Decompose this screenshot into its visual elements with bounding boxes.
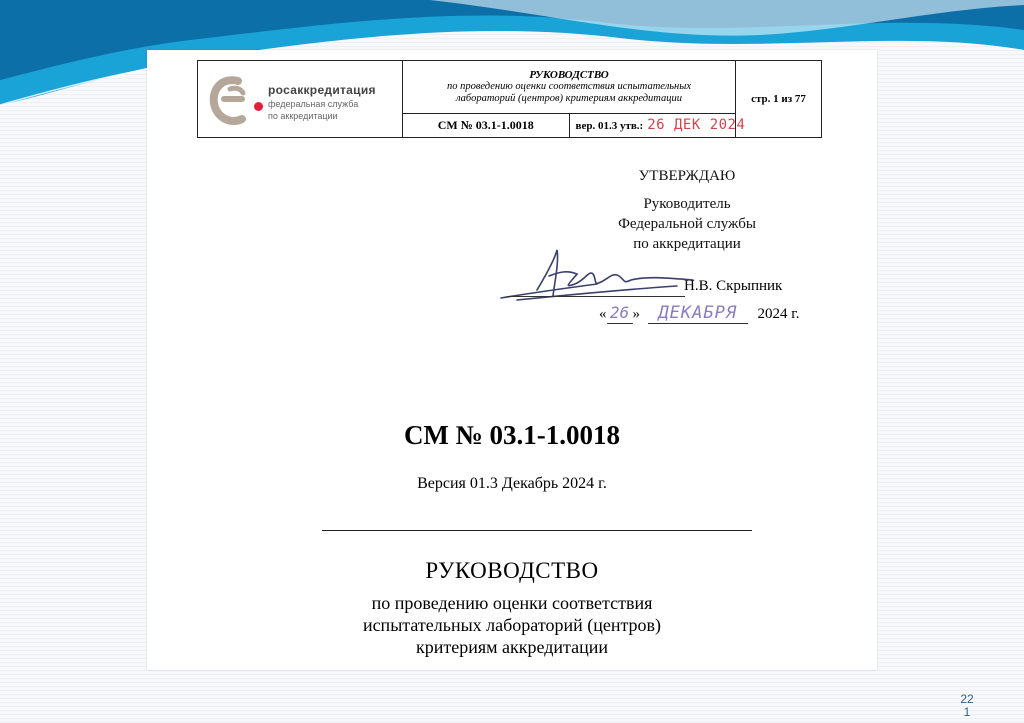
signer-name: Н.В. Скрыпник	[684, 278, 783, 294]
signature-line	[507, 296, 685, 297]
approver-title-line3: по аккредитации	[633, 236, 741, 252]
logo-red-dot	[254, 102, 263, 111]
logo-text	[268, 83, 376, 121]
slide-number-line1: 22	[960, 692, 974, 706]
document-title: РУКОВОДСТВО	[425, 558, 599, 583]
separator-rule	[322, 530, 752, 531]
logo-cell	[198, 61, 403, 138]
document-page	[147, 50, 877, 670]
org-name: росаккредитация	[268, 83, 376, 97]
approver-title-line2: Федеральной службы	[618, 216, 756, 232]
header-doc-desc-line1: по проведению оценки соответствия испытательных	[446, 80, 692, 92]
version-label: вер. 01.3 утв.:	[575, 120, 644, 133]
date-open-quote: «	[599, 306, 607, 322]
document-header-table	[197, 60, 822, 138]
date-close-quote: »	[632, 306, 640, 322]
subtitle-line1: по проведению оценки соответствия	[371, 593, 653, 613]
header-title-cell	[403, 61, 736, 114]
header-version-cell	[569, 113, 746, 137]
header-doc-kind: РУКОВОДСТВО	[529, 68, 609, 81]
approval-date	[599, 303, 799, 324]
document-subtitle	[147, 592, 877, 658]
approver-title-line1: Руководитель	[643, 196, 731, 212]
header-doc-number: СМ № 03.1-1.0018	[403, 113, 570, 137]
handwritten-signature	[497, 240, 707, 310]
document-number: СМ № 03.1-1.0018	[403, 420, 621, 450]
date-year: 2024 г.	[757, 306, 800, 322]
rosaccreditation-logo-icon	[208, 75, 252, 127]
slide-number	[957, 693, 977, 719]
org-subtitle-line1: федеральная служба	[268, 99, 359, 109]
subtitle-line3: критериям аккредитации	[415, 637, 609, 657]
subtitle-line2: испытательных лабораторий (центров)	[362, 615, 662, 635]
approval-date-stamp: 26 ДЕК 2024	[647, 117, 746, 134]
org-subtitle-line2: по аккредитации	[268, 111, 338, 121]
handwritten-month: ДЕКАБРЯ	[658, 303, 738, 323]
header-doc-desc-line2: лабораторий (центров) критериям аккредитации	[455, 92, 683, 104]
document-version: Версия 01.3 Декабрь 2024 г.	[417, 475, 607, 492]
page-info-cell: стр. 1 из 77	[736, 61, 822, 138]
approve-heading: УТВЕРЖДАЮ	[638, 168, 736, 184]
handwritten-day: 26	[609, 303, 630, 322]
slide-number-line2: 1	[963, 705, 971, 719]
